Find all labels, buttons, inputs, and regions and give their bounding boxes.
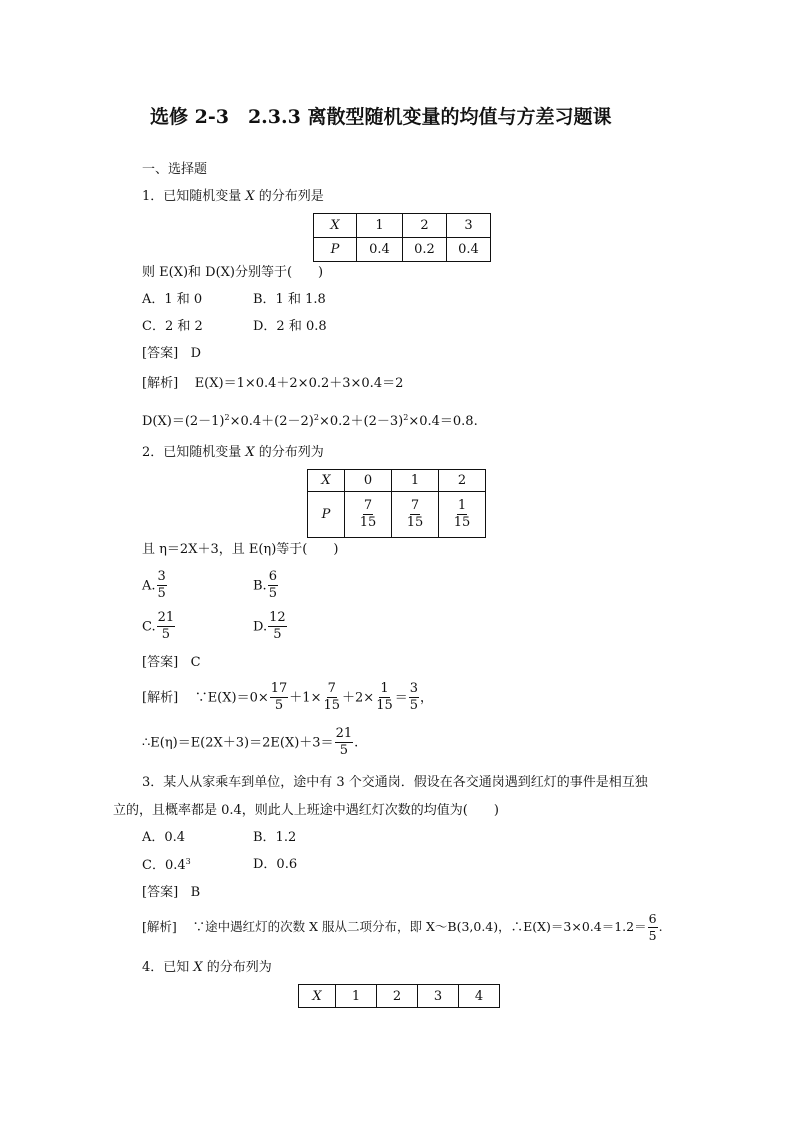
q1-distribution-table [313, 213, 491, 262]
q2-answer: [答案] C [142, 655, 201, 670]
q1-stem: 1．已知随机变量 X 的分布列是 [142, 189, 324, 204]
table-cell: 2 [403, 214, 447, 238]
q1-option-a: A．1 和 0 [142, 292, 203, 307]
table-cell: 4 [459, 985, 500, 1008]
table-cell: 1 [357, 214, 403, 238]
table-cell: $\frac{7}{15}$ [345, 492, 392, 538]
table-cell: $\frac{7}{15}$ [392, 492, 439, 538]
table-cell: 0.2 [403, 238, 447, 262]
q2-analysis: [解析] ∵E(X)＝0× $\frac{17}{5}$ ＋1× $\frac{7}{15}$ ＋2× $\frac{1}{15}$ ＝ $\frac{3}{5}$ ， [142, 681, 434, 714]
q1-option-b: B．1 和 1.8 [253, 292, 326, 307]
q3-option-d: D．0.6 [253, 857, 298, 872]
q3-answer: [答案] B [142, 885, 201, 900]
q3-option-a: A．0.4 [142, 830, 186, 845]
page-title: 选修 2-3 2.3.3 离散型随机变量的均值与方差习题课 [150, 106, 612, 128]
table-header-x: X [308, 470, 345, 492]
q2-question: 且 η＝2X＋3，且 E(η)等于( ) [142, 542, 339, 557]
table-cell: 0 [345, 470, 392, 492]
q2-stem: 2．已知随机变量 X 的分布列为 [142, 445, 324, 460]
q1-question: 则 E(X)和 D(X)分别等于( ) [142, 265, 324, 280]
q2-option-a: A. $\frac{3}{5}$ [142, 569, 166, 602]
q2-option-c: C. $\frac{21}{5}$ [142, 610, 175, 643]
q1-option-c: C．2 和 2 [142, 319, 203, 334]
table-header-x: X [314, 214, 357, 238]
table-cell: 0.4 [447, 238, 491, 262]
section-heading: 一、选择题 [142, 162, 208, 177]
q2-option-d: D. $\frac{12}{5}$ [253, 610, 286, 643]
q3-analysis: [解析] ∵途中遇红灯的次数 X 服从二项分布，即 X～B(3,0.4)，∴E(X)＝3×0.4＝1.2＝ $\frac{6}{5}$ . [142, 911, 663, 943]
table-cell: 2 [377, 985, 418, 1008]
q1-answer: [答案] D [142, 346, 201, 361]
table-cell: 1 [392, 470, 439, 492]
table-header-p: P [308, 492, 345, 538]
table-cell: 0.4 [357, 238, 403, 262]
table-cell: $\frac{1}{15}$ [439, 492, 486, 538]
q1-analysis: [解析] E(X)＝1×0.4＋2×0.2＋3×0.4＝2 [142, 376, 404, 391]
table-header-p: P [314, 238, 357, 262]
table-cell: 2 [439, 470, 486, 492]
q4-distribution-table [298, 984, 500, 1008]
q2-distribution-table [307, 469, 486, 538]
table-cell: 3 [447, 214, 491, 238]
q1-analysis-variance: $D(X)=(2-1)^2\times 0.4+(2-2)^2\times 0.2+(2-3)^2\times 0.4=0.8$. [142, 413, 478, 429]
q3-stem-line2: 立的，且概率都是 0.4，则此人上班途中遇红灯次数的均值为( ) [113, 803, 499, 818]
q2-analysis-eta: ∴E(η)＝E(2X＋3)＝2E(X)＋3＝ $\frac{21}{5}$ . [142, 726, 359, 759]
q3-option-c: C．$0.4^3$ [142, 857, 191, 873]
table-cell: 3 [418, 985, 459, 1008]
q4-stem: 4．已知 X 的分布列为 [142, 960, 272, 975]
table-header-x: X [299, 985, 336, 1008]
q3-option-b: B．1.2 [253, 830, 297, 845]
table-cell: 1 [336, 985, 377, 1008]
q1-option-d: D．2 和 0.8 [253, 319, 327, 334]
q3-stem-line1: 3．某人从家乘车到单位，途中有 3 个交通岗．假设在各交通岗遇到红灯的事件是相互独 [142, 775, 648, 790]
q2-option-b: B. $\frac{6}{5}$ [253, 569, 277, 602]
